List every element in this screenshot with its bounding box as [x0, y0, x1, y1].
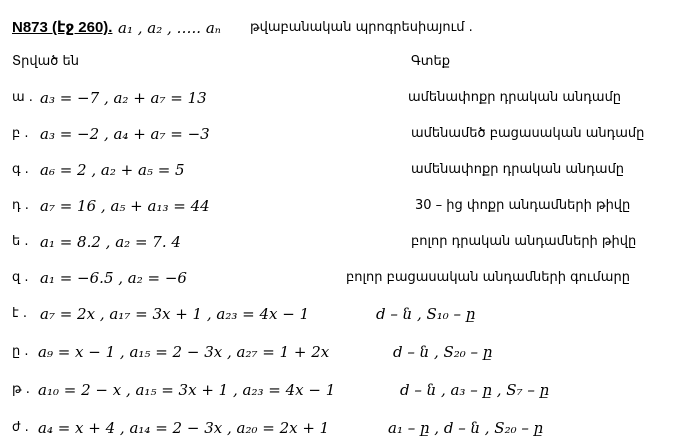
row-given: a₁ = −6.5 , a₂ = −6 — [40, 269, 187, 287]
list-item — [0, 418, 689, 448]
row-given: a₃ = −2 , a₄ + a₇ = −3 — [40, 125, 210, 143]
list-item — [0, 380, 689, 410]
row-given: a₄ = x + 4 , a₁₄ = 2 − 3x , a₂₀ = 2x + 1 — [38, 419, 330, 437]
sequence-terms: a₁ , a₂ , ….. aₙ — [118, 19, 221, 37]
row-find: a₁ – ը , d – ն , S₂₀ – ը — [388, 419, 544, 437]
row-given: a₆ = 2 , a₂ + a₅ = 5 — [40, 161, 185, 179]
list-item — [0, 304, 689, 334]
list-item — [0, 160, 689, 190]
row-label: է . — [12, 306, 27, 321]
row-given: a₇ = 2x , a₁₇ = 3x + 1 , a₂₃ = 4x − 1 — [40, 305, 310, 323]
row-label: ե . — [12, 234, 29, 249]
column-headers — [0, 52, 689, 82]
row-find: բոլոր դրական անդամների թիվը — [411, 234, 637, 249]
row-find: ամենափոքր դրական անդամը — [411, 162, 625, 177]
row-label: ա . — [12, 90, 33, 105]
row-label: գ . — [12, 162, 29, 177]
header-line — [0, 18, 689, 48]
row-given: a₇ = 16 , a₅ + a₁₃ = 44 — [40, 197, 210, 215]
list-item — [0, 342, 689, 372]
row-given: a₃ = −7 , a₂ + a₇ = 13 — [40, 89, 207, 107]
row-find: d – ն , a₃ – ը , S₇ – ը — [400, 381, 550, 399]
list-item — [0, 232, 689, 262]
row-label: զ . — [12, 270, 29, 285]
row-given: a₁₀ = 2 − x , a₁₅ = 3x + 1 , a₂₃ = 4x − 1 — [38, 381, 336, 399]
row-given: a₉ = x − 1 , a₁₅ = 2 − 3x , a₂₇ = 1 + 2x — [38, 343, 330, 361]
find-heading: Գտեք — [411, 54, 450, 69]
row-label: դ . — [12, 198, 29, 213]
list-item — [0, 88, 689, 118]
row-find: d – ն , S₂₀ – ը — [393, 343, 493, 361]
row-find: ամենափոքր դրական անդամը — [408, 90, 622, 105]
list-item — [0, 268, 689, 298]
row-find: ամենամեծ բացասական անդամը — [411, 126, 645, 141]
row-label: թ . — [12, 382, 30, 397]
list-item — [0, 196, 689, 226]
row-find: բոլոր բացասական անդամների գումարը — [346, 270, 630, 285]
given-heading: Տրված են — [12, 54, 80, 69]
list-item — [0, 124, 689, 154]
row-given: a₁ = 8.2 , a₂ = 7. 4 — [40, 233, 181, 251]
row-find: 30 – ից փոքր անդամների թիվը — [415, 198, 631, 213]
row-label: ը . — [12, 344, 29, 359]
row-find: d – ն , S₁₀ – ը — [376, 305, 476, 323]
sequence-description: թվաբանական պրոգրեսիայում . — [250, 20, 473, 35]
problem-id: N873 (էջ 260). — [12, 19, 113, 36]
row-label: բ . — [12, 126, 29, 141]
row-label: ժ . — [12, 420, 29, 435]
